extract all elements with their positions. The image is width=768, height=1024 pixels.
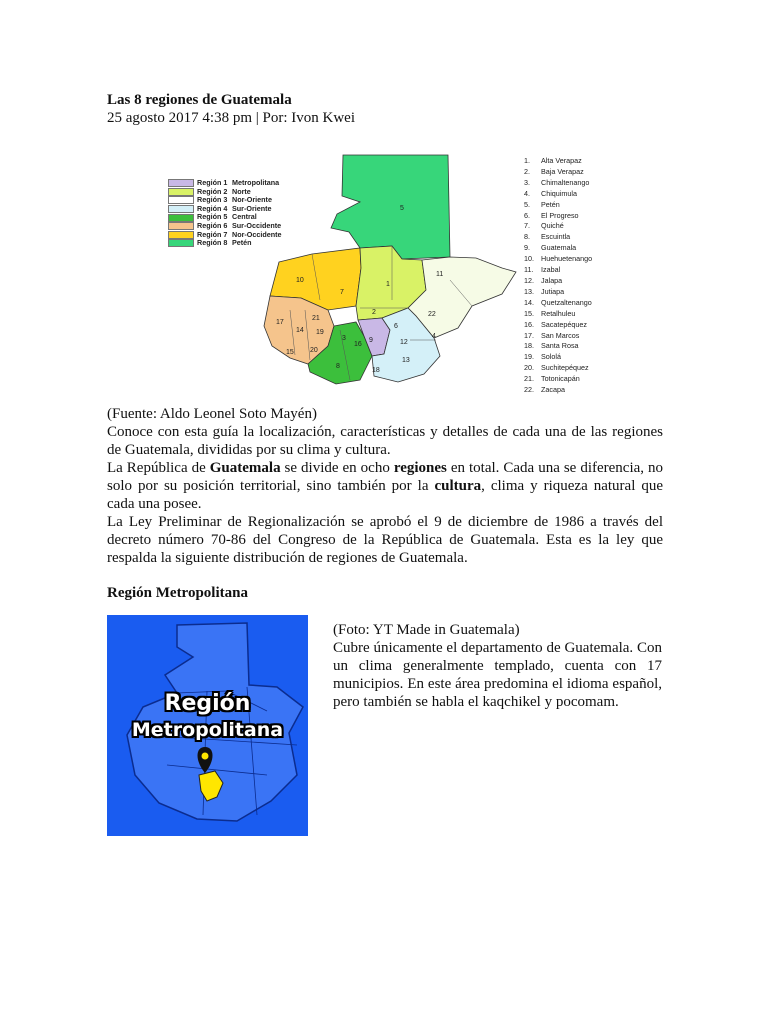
- department-list-item: [524, 232, 592, 243]
- department-name: Baja Verapaz: [541, 166, 584, 176]
- department-name: Escuintla: [541, 232, 571, 242]
- legend-region: Región 6: [197, 220, 228, 230]
- department-list-item: [524, 221, 592, 232]
- department-name: Totonicapán: [541, 374, 580, 384]
- legend-region-name: Metropolitana: [232, 178, 280, 187]
- map-label: 3: [342, 335, 346, 342]
- legend-region: Región 8: [197, 238, 228, 248]
- department-list-item: [524, 189, 592, 200]
- metropolitana-description: [333, 621, 662, 711]
- department-list-item: [524, 276, 592, 287]
- department-number: 10.: [524, 254, 534, 264]
- source-credit: (Fuente: Aldo Leonel Soto Mayén): [107, 406, 317, 422]
- department-list-item: [524, 156, 592, 167]
- department-number: 17.: [524, 330, 534, 340]
- text-span: en total. Cada una se diferencia, no solo por su posición territorial, sino también por la: [107, 460, 664, 494]
- map-label: 20: [310, 347, 318, 354]
- department-name: Jalapa: [541, 275, 563, 285]
- department-list-item: [524, 309, 592, 320]
- department-number: 4.: [524, 188, 530, 198]
- legend-swatch: [168, 196, 194, 204]
- map-label: 14: [296, 327, 304, 334]
- department-number: 14.: [524, 297, 534, 307]
- map-label: 9: [369, 337, 373, 344]
- article-body: [107, 405, 663, 567]
- department-number: 13.: [524, 286, 534, 296]
- legend-region: Región 5: [197, 212, 228, 222]
- legend-region-name: Central: [232, 212, 257, 222]
- map-label: 11: [436, 271, 444, 278]
- department-name: Izabal: [541, 265, 561, 275]
- department-list-item: [524, 298, 592, 309]
- department-list: [524, 156, 592, 396]
- department-name: Zacapa: [541, 385, 565, 395]
- department-list-item: [524, 254, 592, 265]
- department-number: 8.: [524, 232, 530, 242]
- legend-region-name: Petén: [232, 238, 252, 248]
- department-list-item: [524, 341, 592, 352]
- intro-paragraph: Conoce con esta guía la localización, características y detalles de cada una de las regiones de Guatemala, divididas por su clima y cultura.: [107, 424, 663, 458]
- legend-region-name: Nor-Oriente: [232, 195, 272, 205]
- text-span: La República de: [107, 460, 210, 476]
- image-banner-metropolitana: Metropolitana: [131, 719, 284, 741]
- department-name: El Progreso: [541, 210, 579, 220]
- metropolitana-image: [107, 615, 308, 836]
- department-number: 16.: [524, 319, 534, 329]
- map-label: 2: [372, 309, 376, 316]
- map-label: 6: [394, 323, 398, 330]
- department-number: 2.: [524, 166, 530, 176]
- department-name: Huehuetenango: [541, 254, 593, 264]
- department-name: Santa Rosa: [541, 341, 579, 351]
- department-number: 20.: [524, 363, 534, 373]
- section-heading-metropolitana: Región Metropolitana: [107, 585, 248, 601]
- map-label: 13: [402, 357, 410, 364]
- department-name: Quetzaltenango: [541, 297, 592, 307]
- department-name: Sacatepéquez: [541, 319, 587, 329]
- region-peten-shape: [331, 155, 450, 259]
- legend-region-name: Sur-Occidente: [232, 220, 282, 230]
- department-name: San Marcos: [541, 330, 580, 340]
- article-byline: 25 agosto 2017 4:38 pm | Por: Ivon Kwei: [107, 110, 355, 126]
- map-label: 8: [336, 363, 340, 370]
- department-number: 19.: [524, 352, 534, 362]
- department-list-item: [524, 352, 592, 363]
- department-number: 11.: [524, 265, 534, 275]
- department-name: Sololá: [541, 352, 561, 362]
- map-label: 12: [400, 339, 408, 346]
- law-paragraph: La Ley Preliminar de Regionalización se aprobó el 9 de diciembre de 1986 a través del decreto número 70-86 del Congreso de la República de Guatemala. Esta es la ley que respalda la siguiente distribución de regiones de Guatemala.: [107, 514, 663, 566]
- department-list-item: [524, 200, 592, 211]
- department-number: 7.: [524, 221, 530, 231]
- department-list-item: [524, 374, 592, 385]
- legend-swatch: [168, 205, 194, 213]
- metropolitana-paragraph: Cubre únicamente el departamento de Guatemala. Con un clima generalmente templado, cuenta con 17 municipios. En este área predomina el idioma español, pero también se habla el kaqchikel y pocomam.: [333, 640, 662, 710]
- legend-swatch: [168, 179, 194, 187]
- map-legend: [168, 179, 282, 248]
- bold-text: Guatemala: [209, 460, 281, 476]
- department-list-item: [524, 363, 592, 374]
- legend-swatch: [168, 231, 194, 239]
- legend-item: [168, 239, 282, 248]
- article-title: Las 8 regiones de Guatemala: [107, 92, 292, 108]
- legend-region: Región 3: [197, 195, 228, 205]
- department-list-item: [524, 265, 592, 276]
- department-list-item: [524, 178, 592, 189]
- department-list-item: [524, 211, 592, 222]
- department-name: Alta Verapaz: [541, 156, 582, 165]
- department-number: 9.: [524, 243, 530, 253]
- department-number: 21.: [524, 374, 534, 384]
- text-span: , clima y riqueza natural que cada una posee.: [107, 478, 663, 512]
- legend-swatch: [168, 239, 194, 247]
- text-span: se divide en ocho: [280, 460, 394, 476]
- map-label: 10: [296, 277, 304, 284]
- map-label: 15: [286, 349, 294, 356]
- legend-swatch: [168, 222, 194, 230]
- map-label: 16: [354, 341, 362, 348]
- department-list-item: [524, 287, 592, 298]
- legend-swatch: [168, 188, 194, 196]
- map-label: 22: [428, 311, 436, 318]
- department-name: Chimaltenango: [541, 177, 590, 187]
- department-number: 22.: [524, 385, 534, 395]
- legend-region: Región 2: [197, 186, 228, 196]
- map-label: 19: [316, 329, 324, 336]
- department-list-item: [524, 320, 592, 331]
- map-label: 18: [372, 367, 380, 374]
- department-number: 1.: [524, 156, 530, 165]
- department-number: 5.: [524, 199, 530, 209]
- department-number: 12.: [524, 275, 534, 285]
- department-number: 3.: [524, 177, 530, 187]
- legend-region-name: Sur-Oriente: [232, 203, 272, 213]
- legend-region-name: Norte: [232, 186, 251, 196]
- department-name: Guatemala: [541, 243, 577, 253]
- photo-credit: (Foto: YT Made in Guatemala): [333, 622, 520, 638]
- legend-region-name: Nor-Occidente: [232, 229, 282, 239]
- legend-region: Región 7: [197, 229, 228, 239]
- department-name: Quiché: [541, 221, 564, 231]
- bold-text: cultura: [434, 478, 482, 494]
- department-name: Suchitepéquez: [541, 363, 589, 373]
- regions-paragraph: [107, 459, 663, 513]
- department-name: Petén: [541, 199, 560, 209]
- bold-text: regiones: [393, 460, 447, 476]
- department-list-item: [524, 167, 592, 178]
- department-name: Retalhuleu: [541, 308, 576, 318]
- department-list-item: [524, 331, 592, 342]
- map-label: 5: [400, 205, 404, 212]
- department-name: Chiquimula: [541, 188, 577, 198]
- map-label: 7: [340, 289, 344, 296]
- legend-region: Región 4: [197, 203, 228, 213]
- department-number: 15.: [524, 308, 534, 318]
- department-number: 18.: [524, 341, 534, 351]
- department-list-item: [524, 243, 592, 254]
- map-label: 4: [432, 333, 436, 340]
- department-number: 6.: [524, 210, 530, 220]
- legend-region: Región 1: [197, 178, 228, 187]
- department-list-item: [524, 385, 592, 396]
- map-label: 1: [386, 281, 390, 288]
- image-banner-region: Región: [164, 691, 251, 716]
- map-label: 17: [276, 319, 284, 326]
- legend-swatch: [168, 214, 194, 222]
- map-label: 21: [312, 315, 320, 322]
- department-name: Jutiapa: [541, 286, 565, 296]
